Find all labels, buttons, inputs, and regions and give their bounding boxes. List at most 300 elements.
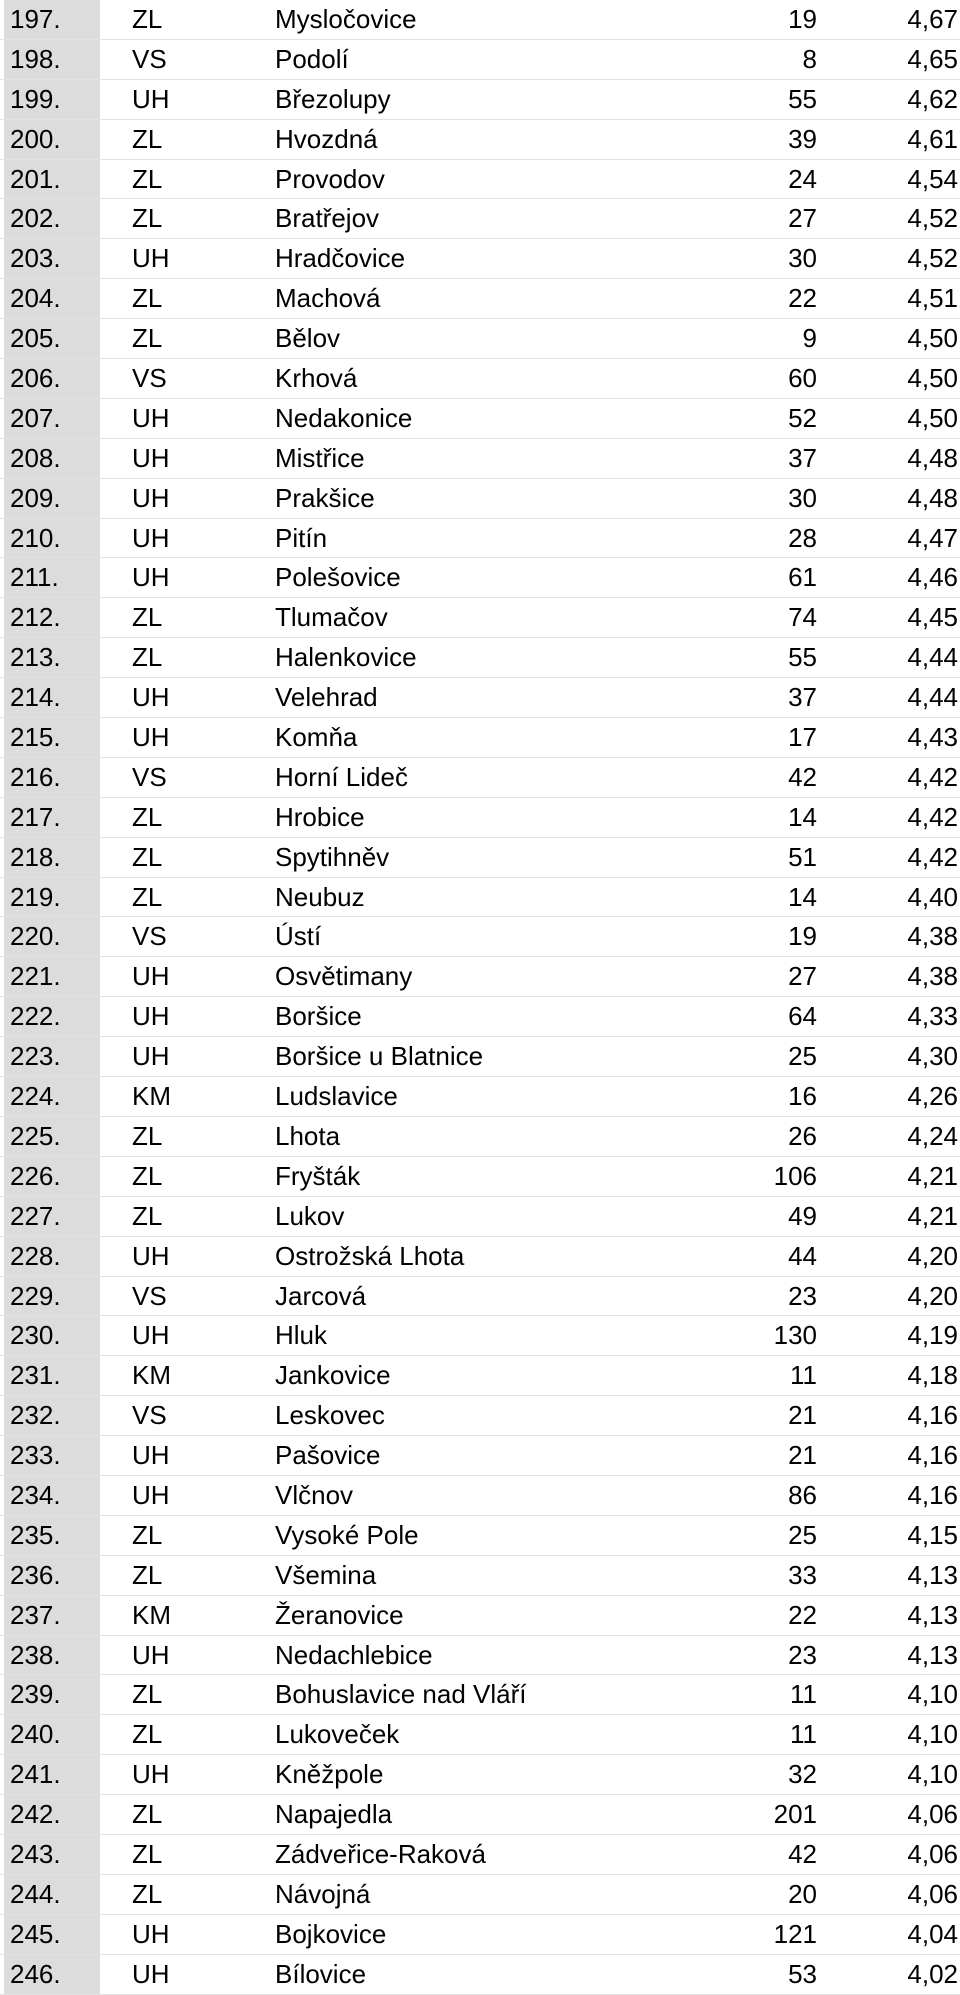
count-cell: 44 [788, 1240, 817, 1271]
count-cell: 19 [788, 4, 817, 34]
district-code-cell: UH [132, 522, 170, 553]
count-cell: 30 [788, 243, 817, 274]
count-cell: 16 [788, 1081, 817, 1112]
municipality-name-cell: Krhová [275, 363, 358, 394]
table-row [0, 1636, 960, 1676]
count-cell: 106 [773, 1160, 817, 1191]
district-code-cell: ZL [132, 123, 163, 154]
table-row [0, 0, 960, 40]
district-code-cell: ZL [132, 1200, 163, 1231]
value-cell: 4,06 [907, 1878, 958, 1909]
value-cell: 4,18 [907, 1360, 958, 1391]
municipality-name-cell: Bojkovice [275, 1918, 387, 1949]
municipality-name-cell: Bohuslavice nad Vláří [275, 1679, 527, 1710]
value-cell: 4,67 [907, 4, 958, 34]
count-cell: 30 [788, 482, 817, 513]
rank-cell: 232. [4, 1396, 100, 1435]
table-row [0, 718, 960, 758]
rank-cell: 221. [4, 957, 100, 996]
value-cell: 4,46 [907, 562, 958, 593]
count-cell: 25 [788, 1519, 817, 1550]
value-cell: 4,45 [907, 602, 958, 633]
value-cell: 4,02 [907, 1958, 958, 1989]
table-row [0, 798, 960, 838]
municipality-name-cell: Prakšice [275, 482, 375, 513]
district-code-cell: UH [132, 722, 170, 753]
count-cell: 14 [788, 881, 817, 912]
municipality-name-cell: Jankovice [275, 1360, 391, 1391]
value-cell: 4,33 [907, 1001, 958, 1032]
rank-cell: 208. [4, 439, 100, 478]
district-code-cell: UH [132, 562, 170, 593]
district-code-cell: ZL [132, 203, 163, 234]
table-row [0, 199, 960, 239]
municipality-name-cell: Zádveřice-Raková [275, 1838, 486, 1869]
count-cell: 51 [788, 841, 817, 872]
value-cell: 4,06 [907, 1838, 958, 1869]
rank-cell: 226. [4, 1157, 100, 1196]
table-row [0, 519, 960, 559]
value-cell: 4,42 [907, 761, 958, 792]
count-cell: 42 [788, 761, 817, 792]
district-code-cell: ZL [132, 1160, 163, 1191]
table-row [0, 1835, 960, 1875]
value-cell: 4,51 [907, 283, 958, 314]
municipality-name-cell: Nedakonice [275, 402, 413, 433]
table-row [0, 758, 960, 798]
table-row [0, 1316, 960, 1356]
count-cell: 21 [788, 1400, 817, 1431]
district-code-cell: ZL [132, 642, 163, 673]
municipality-name-cell: Hluk [275, 1320, 328, 1351]
district-code-cell: UH [132, 1440, 170, 1471]
table-row [0, 319, 960, 359]
value-cell: 4,52 [907, 203, 958, 234]
table-row [0, 558, 960, 598]
district-code-cell: ZL [132, 1679, 163, 1710]
table-row [0, 359, 960, 399]
district-code-cell: ZL [132, 602, 163, 633]
rank-cell: 203. [4, 239, 100, 278]
table-row [0, 1277, 960, 1317]
municipality-name-cell: Komňa [275, 722, 358, 753]
rank-cell: 237. [4, 1596, 100, 1635]
rank-cell: 222. [4, 997, 100, 1036]
table-row [0, 1955, 960, 1995]
value-cell: 4,15 [907, 1519, 958, 1550]
district-code-cell: UH [132, 961, 170, 992]
table-row [0, 997, 960, 1037]
value-cell: 4,10 [907, 1759, 958, 1790]
rank-cell: 240. [4, 1715, 100, 1754]
rank-cell: 218. [4, 838, 100, 877]
municipality-name-cell: Osvětimany [275, 961, 413, 992]
district-code-cell: ZL [132, 323, 163, 354]
district-code-cell: UH [132, 1479, 170, 1510]
count-cell: 86 [788, 1479, 817, 1510]
count-cell: 74 [788, 602, 817, 633]
count-cell: 26 [788, 1120, 817, 1151]
count-cell: 60 [788, 363, 817, 394]
value-cell: 4,47 [907, 522, 958, 553]
count-cell: 11 [790, 1360, 817, 1391]
value-cell: 4,61 [907, 123, 958, 154]
municipality-name-cell: Boršice [275, 1001, 362, 1032]
municipality-name-cell: Nedachlebice [275, 1639, 433, 1670]
municipality-name-cell: Hradčovice [275, 243, 406, 274]
rank-cell: 198. [4, 40, 100, 79]
count-cell: 201 [773, 1799, 817, 1830]
district-code-cell: ZL [132, 841, 163, 872]
table-row [0, 120, 960, 160]
value-cell: 4,30 [907, 1041, 958, 1072]
count-cell: 23 [788, 1639, 817, 1670]
value-cell: 4,44 [907, 642, 958, 673]
value-cell: 4,50 [907, 323, 958, 354]
value-cell: 4,20 [907, 1280, 958, 1311]
count-cell: 39 [788, 123, 817, 154]
municipality-name-cell: Hvozdná [275, 123, 378, 154]
district-code-cell: ZL [132, 1878, 163, 1909]
rank-cell: 213. [4, 638, 100, 677]
table-row [0, 1516, 960, 1556]
table-row [0, 878, 960, 918]
rank-cell: 229. [4, 1277, 100, 1316]
count-cell: 130 [773, 1320, 817, 1351]
count-cell: 42 [788, 1838, 817, 1869]
municipality-name-cell: Podolí [275, 43, 349, 74]
table-row [0, 1915, 960, 1955]
municipality-name-cell: Vlčnov [275, 1479, 354, 1510]
district-code-cell: ZL [132, 1559, 163, 1590]
count-cell: 53 [788, 1958, 817, 1989]
district-code-cell: VS [132, 43, 167, 74]
municipality-name-cell: Spytihněv [275, 841, 390, 872]
rank-cell: 204. [4, 279, 100, 318]
value-cell: 4,13 [907, 1639, 958, 1670]
district-code-cell: ZL [132, 801, 163, 832]
district-code-cell: KM [132, 1360, 171, 1391]
rank-cell: 212. [4, 598, 100, 637]
district-code-cell: VS [132, 761, 167, 792]
district-code-cell: ZL [132, 881, 163, 912]
district-code-cell: UH [132, 682, 170, 713]
count-cell: 17 [788, 722, 817, 753]
rank-cell: 223. [4, 1037, 100, 1076]
count-cell: 32 [788, 1759, 817, 1790]
table-row [0, 1596, 960, 1636]
value-cell: 4,48 [907, 482, 958, 513]
count-cell: 11 [790, 1679, 817, 1710]
value-cell: 4,48 [907, 442, 958, 473]
municipality-name-cell: Lukov [275, 1200, 345, 1231]
rank-cell: 211. [4, 558, 100, 597]
table-row [0, 1077, 960, 1117]
table-row [0, 1237, 960, 1277]
count-cell: 121 [773, 1918, 817, 1949]
count-cell: 24 [788, 163, 817, 194]
district-code-cell: UH [132, 1918, 170, 1949]
count-cell: 37 [788, 682, 817, 713]
district-code-cell: ZL [132, 1519, 163, 1550]
municipality-name-cell: Vysoké Pole [275, 1519, 419, 1550]
rank-cell: 217. [4, 798, 100, 837]
value-cell: 4,16 [907, 1479, 958, 1510]
municipality-name-cell: Lukoveček [275, 1719, 400, 1750]
rank-cell: 244. [4, 1875, 100, 1914]
count-cell: 27 [788, 203, 817, 234]
value-cell: 4,38 [907, 961, 958, 992]
value-cell: 4,40 [907, 881, 958, 912]
district-code-cell: UH [132, 482, 170, 513]
rank-cell: 205. [4, 319, 100, 358]
count-cell: 14 [788, 801, 817, 832]
rank-cell: 227. [4, 1197, 100, 1236]
count-cell: 21 [788, 1440, 817, 1471]
municipality-name-cell: Kněžpole [275, 1759, 384, 1790]
rank-cell: 245. [4, 1915, 100, 1954]
count-cell: 11 [790, 1719, 817, 1750]
value-cell: 4,54 [907, 163, 958, 194]
table-row [0, 1356, 960, 1396]
table-row [0, 40, 960, 80]
municipality-name-cell: Mistřice [275, 442, 365, 473]
rank-cell: 230. [4, 1316, 100, 1355]
value-cell: 4,44 [907, 682, 958, 713]
district-code-cell: ZL [132, 283, 163, 314]
municipality-name-cell: Hrobice [275, 801, 365, 832]
district-code-cell: UH [132, 1759, 170, 1790]
value-cell: 4,50 [907, 402, 958, 433]
count-cell: 22 [788, 283, 817, 314]
municipality-name-cell: Ústí [275, 921, 322, 952]
table-row [0, 239, 960, 279]
district-code-cell: UH [132, 1320, 170, 1351]
municipality-name-cell: Bílovice [275, 1958, 367, 1989]
municipality-name-cell: Tlumačov [275, 602, 388, 633]
table-row [0, 1117, 960, 1157]
rank-cell: 235. [4, 1516, 100, 1555]
table-row [0, 1436, 960, 1476]
count-cell: 33 [788, 1559, 817, 1590]
rank-cell: 199. [4, 80, 100, 119]
value-cell: 4,19 [907, 1320, 958, 1351]
rank-cell: 201. [4, 160, 100, 199]
district-code-cell: UH [132, 243, 170, 274]
rank-cell: 236. [4, 1556, 100, 1595]
municipality-name-cell: Boršice u Blatnice [275, 1041, 484, 1072]
value-cell: 4,20 [907, 1240, 958, 1271]
rank-cell: 225. [4, 1117, 100, 1156]
district-code-cell: ZL [132, 4, 163, 34]
value-cell: 4,16 [907, 1440, 958, 1471]
rank-cell: 210. [4, 519, 100, 558]
district-code-cell: UH [132, 1240, 170, 1271]
rank-cell: 231. [4, 1356, 100, 1395]
rank-cell: 239. [4, 1675, 100, 1714]
municipality-name-cell: Bělov [275, 323, 341, 354]
table-row [0, 917, 960, 957]
table-row [0, 598, 960, 638]
value-cell: 4,21 [907, 1160, 958, 1191]
table-row [0, 1396, 960, 1436]
district-code-cell: UH [132, 1041, 170, 1072]
municipality-name-cell: Leskovec [275, 1400, 385, 1431]
municipality-name-cell: Fryšták [275, 1160, 361, 1191]
district-code-cell: UH [132, 1958, 170, 1989]
municipality-name-cell: Neubuz [275, 881, 365, 912]
count-cell: 23 [788, 1280, 817, 1311]
rank-cell: 246. [4, 1955, 100, 1994]
rank-cell: 219. [4, 878, 100, 917]
rank-cell: 214. [4, 678, 100, 717]
count-cell: 37 [788, 442, 817, 473]
table-row [0, 1157, 960, 1197]
table-row [0, 279, 960, 319]
district-code-cell: UH [132, 1639, 170, 1670]
table-row [0, 678, 960, 718]
value-cell: 4,13 [907, 1599, 958, 1630]
value-cell: 4,52 [907, 243, 958, 274]
value-cell: 4,26 [907, 1081, 958, 1112]
count-cell: 49 [788, 1200, 817, 1231]
value-cell: 4,62 [907, 83, 958, 114]
rank-cell: 206. [4, 359, 100, 398]
municipality-name-cell: Ostrožská Lhota [275, 1240, 465, 1271]
district-code-cell: ZL [132, 1799, 163, 1830]
municipality-name-cell: Návojná [275, 1878, 371, 1909]
count-cell: 52 [788, 402, 817, 433]
value-cell: 4,06 [907, 1799, 958, 1830]
municipality-name-cell: Pašovice [275, 1440, 381, 1471]
table-row [0, 399, 960, 439]
value-cell: 4,21 [907, 1200, 958, 1231]
municipality-name-cell: Polešovice [275, 562, 401, 593]
rank-cell: 207. [4, 399, 100, 438]
district-code-cell: ZL [132, 163, 163, 194]
rank-cell: 238. [4, 1636, 100, 1675]
table-row [0, 1037, 960, 1077]
table-row [0, 838, 960, 878]
municipality-name-cell: Provodov [275, 163, 385, 194]
rank-cell: 200. [4, 120, 100, 159]
district-code-cell: VS [132, 1400, 167, 1431]
table-row [0, 479, 960, 519]
municipality-name-cell: Mysločovice [275, 4, 417, 34]
count-cell: 55 [788, 642, 817, 673]
value-cell: 4,65 [907, 43, 958, 74]
value-cell: 4,38 [907, 921, 958, 952]
value-cell: 4,50 [907, 363, 958, 394]
rank-cell: 228. [4, 1237, 100, 1276]
value-cell: 4,13 [907, 1559, 958, 1590]
count-cell: 25 [788, 1041, 817, 1072]
table-row [0, 1875, 960, 1915]
value-cell: 4,10 [907, 1679, 958, 1710]
count-cell: 9 [802, 323, 817, 354]
district-code-cell: VS [132, 1280, 167, 1311]
count-cell: 61 [788, 562, 817, 593]
value-cell: 4,16 [907, 1400, 958, 1431]
table-row [0, 1715, 960, 1755]
table-row [0, 80, 960, 120]
rank-cell: 243. [4, 1835, 100, 1874]
municipality-name-cell: Všemina [275, 1559, 377, 1590]
rank-cell: 233. [4, 1436, 100, 1475]
count-cell: 22 [788, 1599, 817, 1630]
district-code-cell: UH [132, 1001, 170, 1032]
table-row [0, 439, 960, 479]
rank-cell: 202. [4, 199, 100, 238]
table-row [0, 638, 960, 678]
municipality-name-cell: Horní Lideč [275, 761, 408, 792]
municipality-name-cell: Velehrad [275, 682, 378, 713]
district-code-cell: UH [132, 442, 170, 473]
count-cell: 28 [788, 522, 817, 553]
count-cell: 20 [788, 1878, 817, 1909]
municipality-name-cell: Napajedla [275, 1799, 393, 1830]
district-code-cell: ZL [132, 1120, 163, 1151]
count-cell: 8 [802, 43, 817, 74]
rank-cell: 215. [4, 718, 100, 757]
table-row [0, 160, 960, 200]
rank-cell: 234. [4, 1476, 100, 1515]
rank-cell: 197. [4, 0, 100, 39]
district-code-cell: ZL [132, 1838, 163, 1869]
value-cell: 4,24 [907, 1120, 958, 1151]
district-code-cell: UH [132, 83, 170, 114]
value-cell: 4,04 [907, 1918, 958, 1949]
municipality-name-cell: Jarcová [275, 1280, 367, 1311]
municipality-name-cell: Lhota [275, 1120, 341, 1151]
rank-cell: 216. [4, 758, 100, 797]
district-code-cell: KM [132, 1081, 171, 1112]
rank-cell: 241. [4, 1755, 100, 1794]
count-cell: 64 [788, 1001, 817, 1032]
rank-cell: 220. [4, 917, 100, 956]
district-code-cell: ZL [132, 1719, 163, 1750]
table-row [0, 957, 960, 997]
table-row [0, 1795, 960, 1835]
count-cell: 55 [788, 83, 817, 114]
municipality-name-cell: Žeranovice [275, 1599, 404, 1630]
value-cell: 4,42 [907, 801, 958, 832]
district-code-cell: UH [132, 402, 170, 433]
rank-cell: 224. [4, 1077, 100, 1116]
municipality-name-cell: Březolupy [275, 83, 391, 114]
district-code-cell: VS [132, 363, 167, 394]
count-cell: 19 [788, 921, 817, 952]
district-code-cell: KM [132, 1599, 171, 1630]
table-row [0, 1197, 960, 1237]
rank-cell: 242. [4, 1795, 100, 1834]
municipality-name-cell: Halenkovice [275, 642, 417, 673]
table-row [0, 1755, 960, 1795]
value-cell: 4,43 [907, 722, 958, 753]
value-cell: 4,42 [907, 841, 958, 872]
municipality-name-cell: Bratřejov [275, 203, 380, 234]
count-cell: 27 [788, 961, 817, 992]
table-row [0, 1556, 960, 1596]
municipality-name-cell: Pitín [275, 522, 328, 553]
district-code-cell: VS [132, 921, 167, 952]
municipality-name-cell: Machová [275, 283, 381, 314]
table-row [0, 1476, 960, 1516]
rank-cell: 209. [4, 479, 100, 518]
table-row [0, 1675, 960, 1715]
municipality-name-cell: Ludslavice [275, 1081, 398, 1112]
value-cell: 4,10 [907, 1719, 958, 1750]
